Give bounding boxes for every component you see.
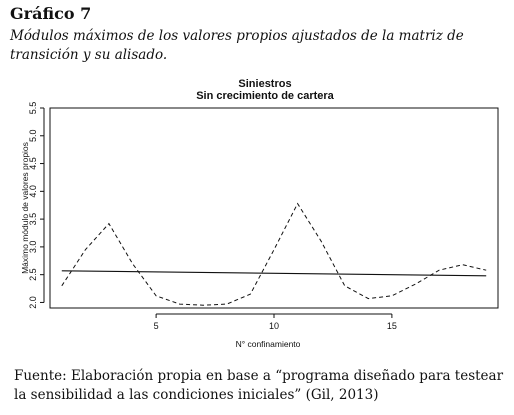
x-tick-label: 15 (386, 321, 397, 331)
y-tick-label: 2.0 (28, 296, 38, 309)
chart-subtitle: Sin crecimiento de cartera (196, 90, 334, 102)
plot-frame (50, 108, 498, 308)
y-tick-label: 3.5 (28, 212, 38, 226)
y-tick-label: 2.5 (28, 268, 38, 281)
line-chart (0, 70, 514, 360)
chart-title: Siniestros (238, 78, 292, 90)
figure-subtitle: Módulos máximos de los valores propios ajustados de la matriz de transición y su alisado. (10, 28, 464, 63)
y-tick-label: 5.0 (28, 129, 38, 143)
x-axis-label: N° confinamiento (235, 339, 301, 349)
y-tick-label: 4.0 (28, 185, 38, 198)
figure-title: Gráfico 7 (10, 4, 92, 23)
source-note: Fuente: Elaboración propia en base a “programa diseñado para testear la sensibilidad a las condiciones iniciales” (Gil, 2013) (14, 368, 504, 403)
x-tick-label: 10 (268, 321, 280, 331)
series-line-smoothed (62, 271, 486, 276)
x-tick-label: 5 (153, 321, 159, 331)
x-axis (154, 314, 397, 331)
y-tick-label: 5.5 (28, 101, 38, 115)
y-tick-label: 4.5 (28, 157, 38, 170)
series-layer (62, 204, 486, 306)
y-tick-label: 3.0 (28, 240, 38, 254)
series-line-dashed (62, 204, 486, 306)
y-axis-label: Máximo módulo de valores propios (20, 142, 30, 274)
y-axis (28, 102, 44, 309)
